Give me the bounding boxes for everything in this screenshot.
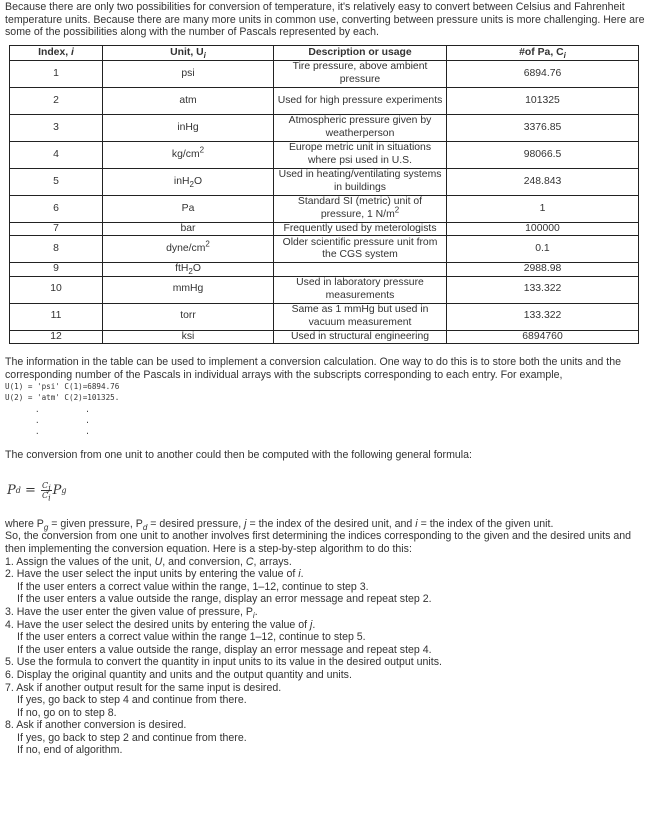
- cell-unit: dyne/$cm^2$: [103, 236, 274, 263]
- step-7: 7. Ask if another output result for the same input is desired.: [5, 681, 282, 694]
- table-row: [10, 168, 639, 195]
- cell-unit: Pa: [103, 195, 274, 222]
- cell-description: Used in structural engineering: [274, 330, 447, 343]
- cell-unit: $kg/cm^2$: [103, 141, 274, 168]
- step-4-detail: If the user enters a correct value within the range 1–12, continue to step 5.: [17, 631, 366, 644]
- code-example: U(1) = 'psi' C(1)=6894.76 U(2) = 'atm' C(2)=101325. . . . . . .: [5, 382, 120, 436]
- cell-index: 1: [10, 60, 103, 87]
- cell-unit: psi: [103, 60, 274, 87]
- cell-description: Same as 1 mmHg but used in vacuum measurement: [274, 303, 447, 330]
- step-4: 4. Have the user select the desired units by entering the value of j.: [5, 618, 316, 631]
- table-row: [10, 87, 639, 114]
- cell-index: 6: [10, 195, 103, 222]
- header-index: Index, i: [10, 45, 103, 60]
- cell-index: 7: [10, 222, 103, 235]
- cell-index: 4: [10, 141, 103, 168]
- table-row: [10, 276, 639, 303]
- cell-unit: atm: [103, 87, 274, 114]
- cell-pascals: 1: [447, 195, 639, 222]
- cell-index: 2: [10, 87, 103, 114]
- header-description: Description or usage: [274, 45, 447, 60]
- cell-description: Used in heating/ventilating systems in buildings: [274, 168, 447, 195]
- algorithm-steps: [5, 556, 649, 758]
- table-row: [10, 236, 639, 263]
- cell-description: Tire pressure, above ambient pressure: [274, 60, 447, 87]
- table-row: [10, 114, 639, 141]
- table-row: [10, 195, 639, 222]
- cell-pascals: 100000: [447, 222, 639, 235]
- cell-index: 3: [10, 114, 103, 141]
- cell-index: 8: [10, 236, 103, 263]
- step-2-detail: If the user enters a value outside the range, display an error message and repeat step 2.: [17, 593, 432, 606]
- after-table-paragraph: The information in the table can be used to implement a conversion calculation. One way to do this is to store both the units and the corresponding number of the Pascals in individual arrays with the subscripts corresponding to each entry. For example,: [5, 356, 621, 381]
- header-pascals: #of Pa, $C_i$: [447, 45, 639, 60]
- cell-pascals: 6894760: [447, 330, 639, 343]
- cell-index: 12: [10, 330, 103, 343]
- cell-index: 5: [10, 168, 103, 195]
- cell-pascals: 101325: [447, 87, 639, 114]
- step-2-detail: If the user enters a correct value within the range, 1–12, continue to step 3.: [17, 580, 369, 593]
- cell-description: Atmospheric pressure given by weatherperson: [274, 114, 447, 141]
- so-paragraph: So, the conversion from one unit to another involves first determining the indices corresponding to the given and the desired units and then implementing the conversion equation. Here is a step-by-step algorithm to do this:: [5, 530, 631, 555]
- step-4-detail: If the user enters a value outside the range, display an error message and repeat step 4.: [17, 643, 432, 656]
- cell-pascals: 133.322: [447, 303, 639, 330]
- cell-unit: mmHg: [103, 276, 274, 303]
- cell-unit: inH$_2$O: [103, 168, 274, 195]
- cell-description: Used for high pressure experiments: [274, 87, 447, 114]
- step-5: 5. Use the formula to convert the quantity in input units to its value in the desired output units.: [5, 656, 442, 669]
- step-6: 6. Display the original quantity and units and the output quantity and units.: [5, 668, 352, 681]
- table-row: [10, 222, 639, 235]
- cell-description: Used in laboratory pressure measurements: [274, 276, 447, 303]
- where-definitions: where $P_g$ = given pressure, $P_d$ = desired pressure, j = the index of the desired unit, and i = the index of the given unit.: [5, 517, 554, 532]
- step-1: 1. Assign the values of the unit, U, and conversion, C, arrays.: [5, 555, 292, 568]
- pressure-units-table: [9, 45, 639, 344]
- cell-pascals: 98066.5: [447, 141, 639, 168]
- cell-description: [274, 263, 447, 276]
- cell-description: Frequently used by meterologists: [274, 222, 447, 235]
- step-2: 2. Have the user select the input units by entering the value of i.: [5, 568, 304, 581]
- cell-index: 10: [10, 276, 103, 303]
- cell-pascals: 3376.85: [447, 114, 639, 141]
- cell-description: Older scientific pressure unit from the CGS system: [274, 236, 447, 263]
- cell-description: Standard SI (metric) unit of pressure, 1 $N/m^2$: [274, 195, 447, 222]
- cell-unit: ftH$_2$O: [103, 263, 274, 276]
- step-8-detail: If yes, go back to step 2 and continue from there.: [17, 731, 247, 744]
- step-7-detail: If no, go on to step 8.: [17, 706, 117, 719]
- formula-intro: The conversion from one unit to another could then be computed with the following general formula:: [5, 449, 472, 462]
- cell-index: 9: [10, 263, 103, 276]
- cell-pascals: 248.843: [447, 168, 639, 195]
- cell-description: Europe metric unit in situations where psi used in U.S.: [274, 141, 447, 168]
- table-row: [10, 141, 639, 168]
- step-7-detail: If yes, go back to step 4 and continue from there.: [17, 694, 247, 707]
- table-row: [10, 303, 639, 330]
- table-row: [10, 60, 639, 87]
- cell-unit: ksi: [103, 330, 274, 343]
- step-8: 8. Ask if another conversion is desired.: [5, 719, 187, 732]
- cell-pascals: 0.1: [447, 236, 639, 263]
- cell-index: 11: [10, 303, 103, 330]
- intro-paragraph: Because there are only two possibilities for conversion of temperature, it's relatively easy to convert between Celsius and Fahrenheit temperature units. Because there are many more units in common use, converting between pressure units is more challenging. Here are some of the possibilities along with the number of Pascals represented by each.: [5, 1, 645, 39]
- cell-unit: torr: [103, 303, 274, 330]
- cell-unit: inHg: [103, 114, 274, 141]
- table-header-row: [10, 45, 639, 60]
- conversion-formula: P d = $\frac{C_j}{C_i}$ P g: [7, 481, 67, 503]
- table-row: [10, 330, 639, 343]
- cell-unit: bar: [103, 222, 274, 235]
- table-row: [10, 263, 639, 276]
- step-3: 3. Have the user enter the given value of pressure, $P_i$.: [5, 605, 258, 621]
- cell-pascals: 133.322: [447, 276, 639, 303]
- cell-pascals: 6894.76: [447, 60, 639, 87]
- step-8-detail: If no, end of algorithm.: [17, 744, 123, 757]
- cell-pascals: 2988.98: [447, 263, 639, 276]
- header-unit: Unit, $U_i$: [103, 45, 274, 60]
